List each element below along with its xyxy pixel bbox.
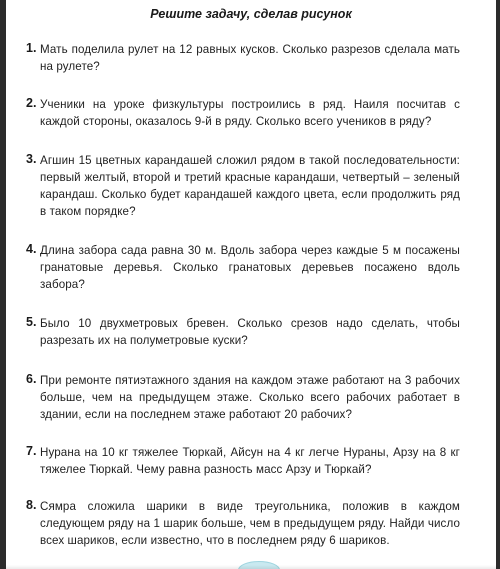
task-number: 1. [26, 41, 37, 55]
task-text: Агшин 15 цветных карандашей сложил рядом в такой последовательности: первый желтый, второй и третий красные карандаши, четвертый – зеленый карандаш. Сколько будет карандашей каждого цвета, если продолжить ряд в таком порядке? [40, 154, 460, 218]
task-number: 3. [26, 152, 37, 166]
task-7 [26, 444, 460, 478]
task-number: 5. [26, 315, 37, 329]
task-text: Ученики на уроке физкультуры построились в ряд. Наиля посчитав с каждой стороны, оказалось 9-й в ряду. Сколько всего учеников в ряду? [40, 98, 460, 128]
task-text: При ремонте пятиэтажного здания на каждом этаже работают на 3 рабочих больше, чем на предыдущем этаже. Сколько всего рабочих работает в здании, если на последнем этаже работают 20 рабочих? [40, 374, 460, 421]
task-4 [26, 242, 460, 293]
task-2 [26, 96, 460, 130]
worksheet-title: Решите задачу, сделав рисунок [150, 7, 352, 21]
worksheet-page [6, 0, 496, 569]
task-text: Нурана на 10 кг тяжелее Тюркай, Айсун на 4 кг легче Нураны, Арзу на 8 кг тяжелее Тюркай. Чему равна разность масс Арзу и Тюркай? [40, 446, 460, 476]
task-number: 6. [26, 372, 37, 386]
task-number: 7. [26, 444, 37, 458]
task-text: Длина забора сада равна 30 м. Вдоль забора через каждые 5 м посажены гранатовые деревья. Сколько гранатовых деревьев посажено вдоль забора? [40, 244, 460, 291]
task-number: 4. [26, 242, 37, 256]
task-text: Сямра сложила шарики в виде треугольника, положив в каждом следующем ряду на 1 шарик больше, чем в предыдущем ряду. Найди число всех шариков, если известно, что в последнем ряду 6 шариков. [40, 500, 460, 547]
task-text: Было 10 двухметровых бревен. Сколько срезов надо сделать, чтобы разрезать их на полуметровые куски? [40, 317, 460, 347]
page-edge-shadow [6, 565, 496, 569]
task-8 [26, 498, 460, 549]
task-text: Мать поделила рулет на 12 равных кусков. Сколько разрезов сделала мать на рулете? [40, 43, 460, 73]
task-number: 2. [26, 96, 37, 110]
task-1 [26, 41, 460, 75]
task-6 [26, 372, 460, 423]
task-number: 8. [26, 498, 37, 512]
task-5 [26, 315, 460, 349]
task-3 [26, 152, 460, 220]
